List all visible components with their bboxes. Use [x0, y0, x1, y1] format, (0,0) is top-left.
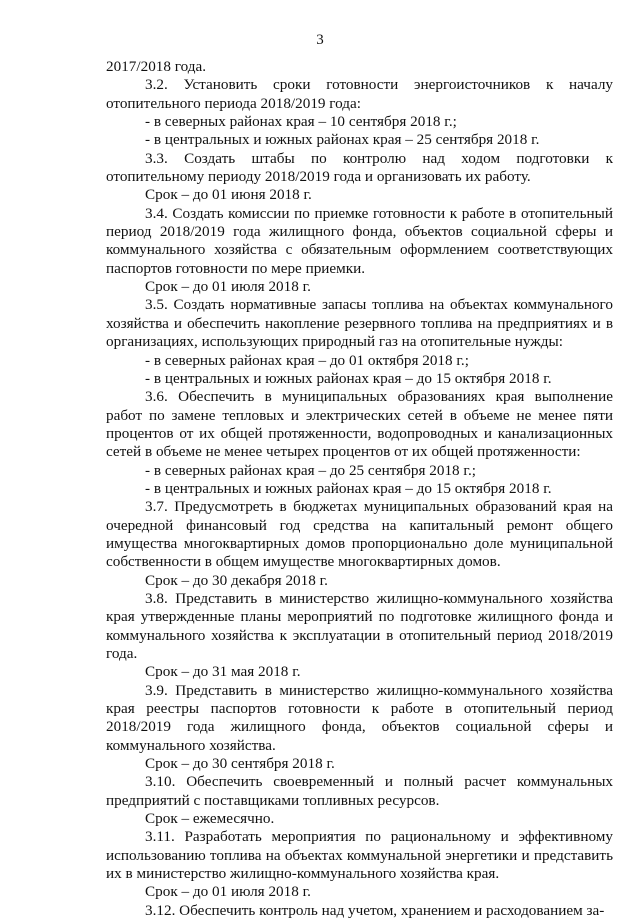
- list-item-central-south: - в центральных и южных районах края – до 15 октября 2018 г.: [145, 369, 552, 387]
- document-body: [106, 58, 613, 920]
- deadline: Срок – до 30 декабря 2018 г.: [145, 571, 328, 589]
- list-item-central-south: - в центральных и южных районах края – до 15 октября 2018 г.: [145, 479, 552, 497]
- deadline: Срок – до 01 июня 2018 г.: [145, 186, 312, 204]
- deadline: Срок – до 01 июля 2018 г.: [145, 278, 311, 296]
- paragraph-3-7: 3.7. Предусмотреть в бюджетах муниципальных образований края на очередной финансовый год средства на капитальный ремонт общего имущества многоквартирных домов пропорционально доле муниципальной собственности в общем имуществе многоквартирных домов.: [106, 498, 613, 571]
- paragraph-continuation: 2017/2018 года.: [106, 58, 207, 75]
- deadline: Срок – до 01 июля 2018 г.: [145, 883, 311, 901]
- paragraph-3-2: 3.2. Установить сроки готовности энергоисточников к началу отопительного периода 2018/2019 года:: [106, 76, 613, 112]
- list-item-north: - в северных районах края – до 01 октября 2018 г.;: [145, 351, 469, 369]
- paragraph-3-6: 3.6. Обеспечить в муниципальных образованиях края выполнение работ по замене тепловых и электрических сетей в объеме не менее пяти процентов от их общей протяженности, водопроводных и канализационных сетей в объеме не менее четырех процентов от их общей протяженности:: [106, 388, 613, 461]
- list-item-central-south: - в центральных и южных районах края – 25 сентября 2018 г.: [145, 131, 540, 149]
- deadline: Срок – ежемесячно.: [145, 810, 275, 828]
- paragraph-3-5: 3.5. Создать нормативные запасы топлива на объектах коммунального хозяйства и обеспечить накопление резервного топлива на предприятиях и в организациях, использующих природный газ на отопительные нужды:: [106, 296, 613, 351]
- paragraph-3-10: 3.10. Обеспечить своевременный и полный расчет коммунальных предприятий с поставщиками топливных ресурсов.: [106, 773, 613, 809]
- paragraph-3-8: 3.8. Представить в министерство жилищно-коммунального хозяйства края утвержденные планы мероприятий по подготовке жилищного фонда и коммунального хозяйства к эксплуатации в отопительный период 2018/2019 года.: [106, 589, 613, 662]
- paragraph-3-9: 3.9. Представить в министерство жилищно-коммунального хозяйства края реестры паспортов готовности к работе в отопительный период 2018/2019 года жилищного фонда, объектов социальной сферы и коммунального хозяйства.: [106, 681, 613, 754]
- list-item-north: - в северных районах края – до 25 сентября 2018 г.;: [145, 461, 476, 479]
- paragraph-3-4: 3.4. Создать комиссии по приемке готовности к работе в отопительный период 2018/2019 года жилищного фонда, объектов социальной сферы и коммунального хозяйства с обязательным оформлением соответствующих паспортов готовности по мере приемки.: [106, 204, 613, 277]
- paragraph-3-12: 3.12. Обеспечить контроль над учетом, хранением и расходованием за-: [145, 901, 605, 919]
- list-item-north: - в северных районах края – 10 сентября 2018 г.;: [145, 113, 457, 131]
- deadline: Срок – до 31 мая 2018 г.: [145, 663, 301, 681]
- paragraph-3-11: 3.11. Разработать мероприятия по рациональному и эффективному использованию топлива на объектах коммунальной энергетики и представить их в министерство жилищно-коммунального хозяйства края.: [106, 828, 613, 883]
- paragraph-3-3: 3.3. Создать штабы по контролю над ходом подготовки к отопительному периоду 2018/2019 года и организовать их работу.: [106, 149, 613, 186]
- deadline: Срок – до 30 сентября 2018 г.: [145, 755, 335, 773]
- page-number: 3: [316, 32, 324, 48]
